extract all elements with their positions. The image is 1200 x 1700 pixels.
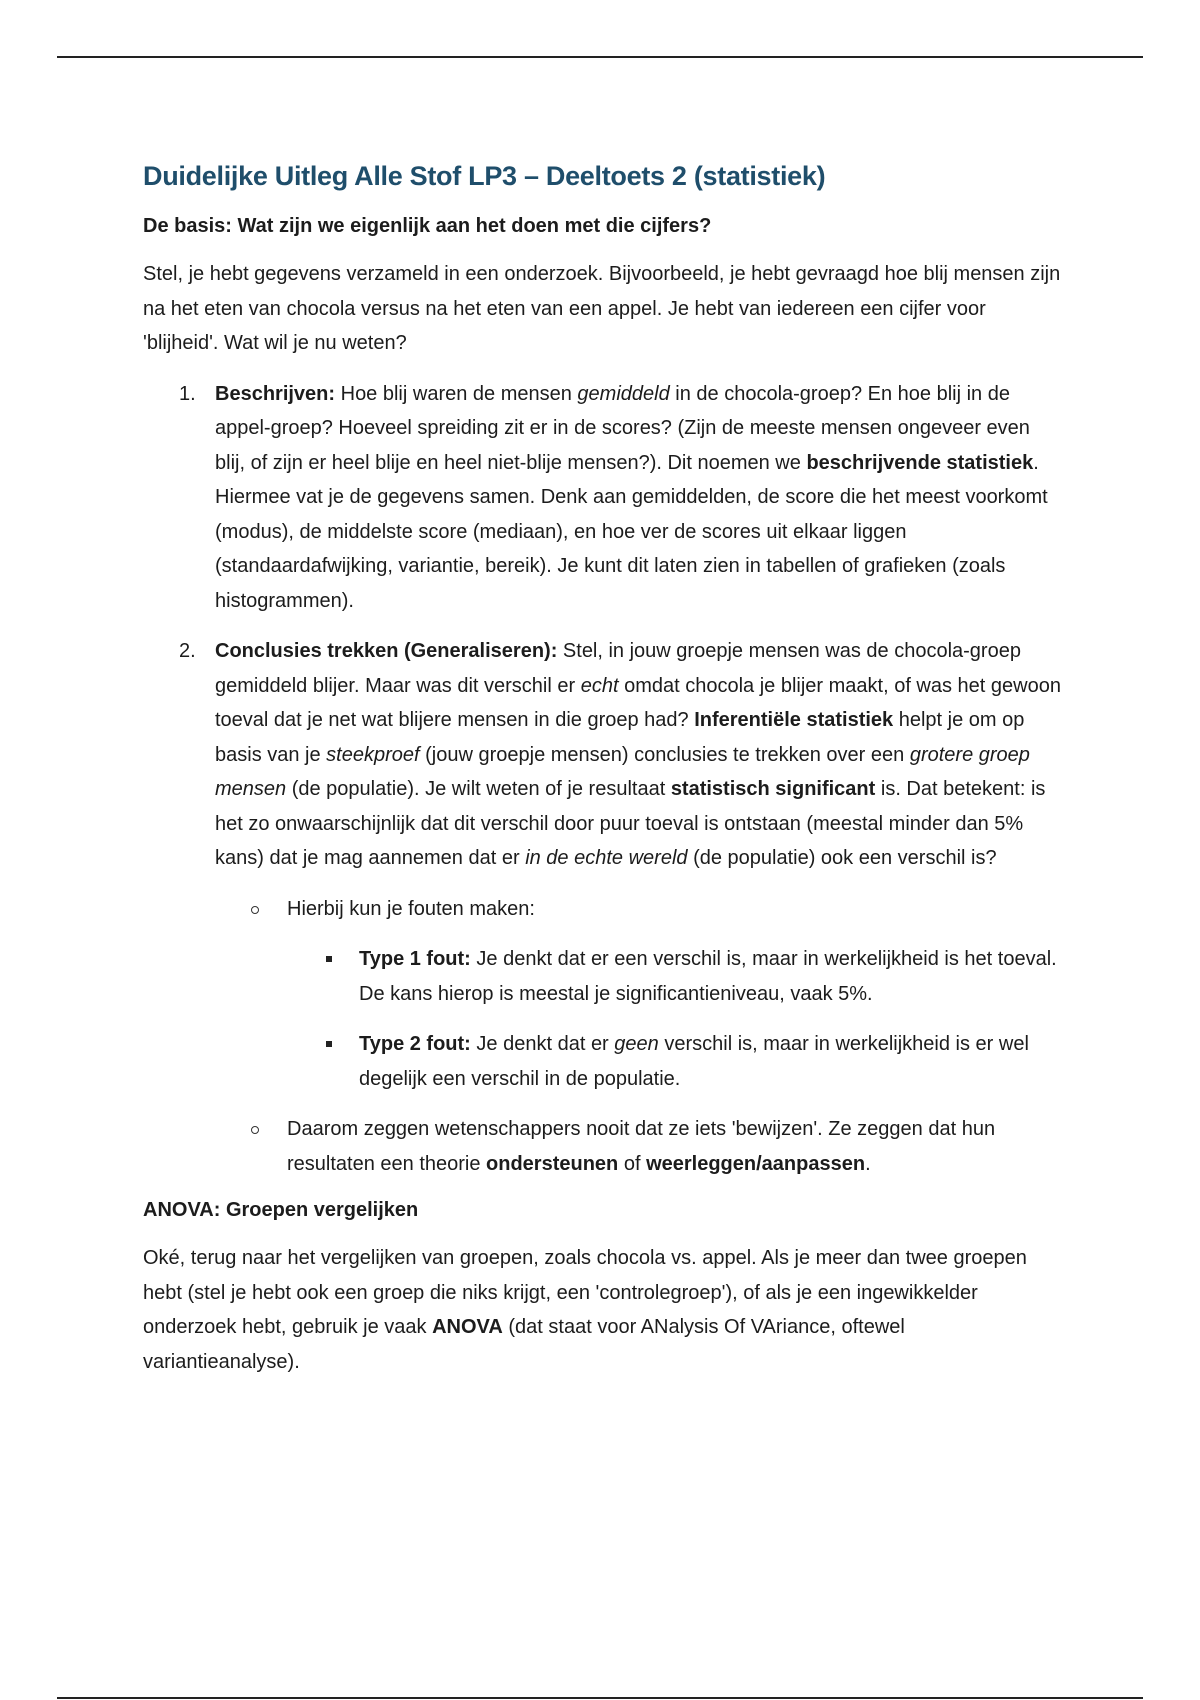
item-text: Hoe blij waren de mensen [335,382,578,405]
bold-term: statistisch significant [670,778,876,800]
square-bullet-icon [326,956,332,962]
item-label: Type 1 fout: [359,948,471,970]
item-label: Beschrijven: [215,382,336,405]
section-heading-basis: De basis: Wat zijn we eigenlijk aan het doen met die cijfers? [143,215,712,237]
emphasis: echt [580,674,619,697]
item-text: verschil is, maar in werkelijkheid is er wel degelijk een verschil in de populatie. [359,1033,1029,1090]
item-text: (de populatie) ook een verschil is? [687,847,997,869]
bottom-rule [57,1697,1143,1699]
error-types-list [143,942,1063,1096]
sub-list [143,1112,1063,1181]
emphasis: grotere groep mensen [215,743,1030,800]
list-item-type1 [143,942,1063,1011]
item-text: of [618,1152,647,1175]
sub-list [143,892,1063,927]
item-text: . [865,1152,871,1175]
emphasis: steekproef [326,743,420,766]
bold-term: ANOVA [432,1316,503,1338]
main-list [143,377,1063,876]
circle-bullet-icon [251,1126,259,1134]
intro-paragraph: Stel, je hebt gegevens verzameld in een onderzoek. Bijvoorbeeld, je hebt gevraagd hoe blij mensen zijn na het eten van chocola versus na het eten van een appel. Je hebt van iedereen een cijfer voor 'blijheid'. Wat wil je nu weten? [143,263,1061,354]
bold-term: weerleggen/aanpassen [646,1152,866,1175]
document-body [143,158,1063,1379]
item-label: Type 2 fout: [359,1033,471,1055]
anova-paragraph [143,1241,1063,1379]
paragraph-text: (dat staat voor ANalysis Of VAriance, oftewel variantieanalyse). [143,1316,905,1373]
top-rule [57,56,1143,58]
sub-item-bewijzen [143,1112,1063,1181]
emphasis: geen [614,1033,659,1055]
item-text: Stel, in jouw groepje mensen was de chocola-groep gemiddeld blijer. Maar was dit verschil er [215,640,1021,697]
list-item-type2 [143,1027,1063,1096]
item-text: Je denkt dat er [470,1033,615,1055]
sub-item-text: Hierbij kun je fouten maken: [287,897,535,920]
circle-bullet-icon [251,906,259,914]
emphasis: gemiddeld [577,382,670,405]
item-text: omdat chocola je blijer maakt, of was het gewoon toeval dat je net wat blijere mensen in die groep had? [215,674,1061,731]
item-text: Je denkt dat er een verschil is, maar in werkelijkheid is het toeval. De kans hierop is meestal je significantieniveau, vaak 5%. [359,948,1057,1005]
list-item-beschrijven [143,377,1063,619]
item-label: Conclusies trekken (Generaliseren): [215,640,558,662]
bold-term: Inferentiële statistiek [694,709,894,731]
item-text: (de populatie). Je wilt weten of je resultaat [286,778,671,800]
emphasis: in de echte wereld [525,847,688,869]
list-number: 2. [179,640,196,662]
section-heading-anova: ANOVA: Groepen vergelijken [143,1199,419,1221]
item-text: Daarom zeggen wetenschappers nooit dat ze iets 'bewijzen'. Ze zeggen dat hun resultaten een theorie [287,1118,996,1175]
bold-term: ondersteunen [486,1152,619,1175]
bold-term: beschrijvende statistiek [806,451,1034,474]
item-text: helpt je om op basis van je [215,709,1025,766]
document-title: Duidelijke Uitleg Alle Stof LP3 – Deeltoets 2 (statistiek) [143,161,826,191]
item-text: . Hiermee vat je de gegevens samen. Denk aan gemiddelden, de score die het meest voorkomt (modus), de middelste score (mediaan), en hoe ver de scores uit elkaar liggen (standaardafwijking, variantie, bereik). Je kunt dit laten zien in tabellen of grafieken (zoals histogrammen). [215,451,1048,612]
list-item-conclusies [143,634,1063,876]
square-bullet-icon [326,1041,332,1047]
item-text: (jouw groepje mensen) conclusies te trekken over een [419,743,910,766]
sub-item-fouten [143,892,1063,927]
list-number: 1. [179,382,196,405]
item-text: in de chocola-groep? En hoe blij in de appel-groep? Hoeveel spreiding zit er in de scores? (Zijn de meeste mensen ongeveer even blij, of zijn er heel blije en heel niet-blije mensen?). Dit noemen we [215,382,1030,474]
item-text: is. Dat betekent: is het zo onwaarschijnlijk dat dit verschil door puur toeval is ontstaan (meestal minder dan 5% kans) dat je mag aannemen dat er [215,778,1046,869]
paragraph-text: Oké, terug naar het vergelijken van groepen, zoals chocola vs. appel. Als je meer dan twee groepen hebt (stel je hebt ook een groep die niks krijgt, een 'controlegroep'), of als je een ingewikkelder onderzoek hebt, gebruik je vaak [143,1247,1027,1338]
